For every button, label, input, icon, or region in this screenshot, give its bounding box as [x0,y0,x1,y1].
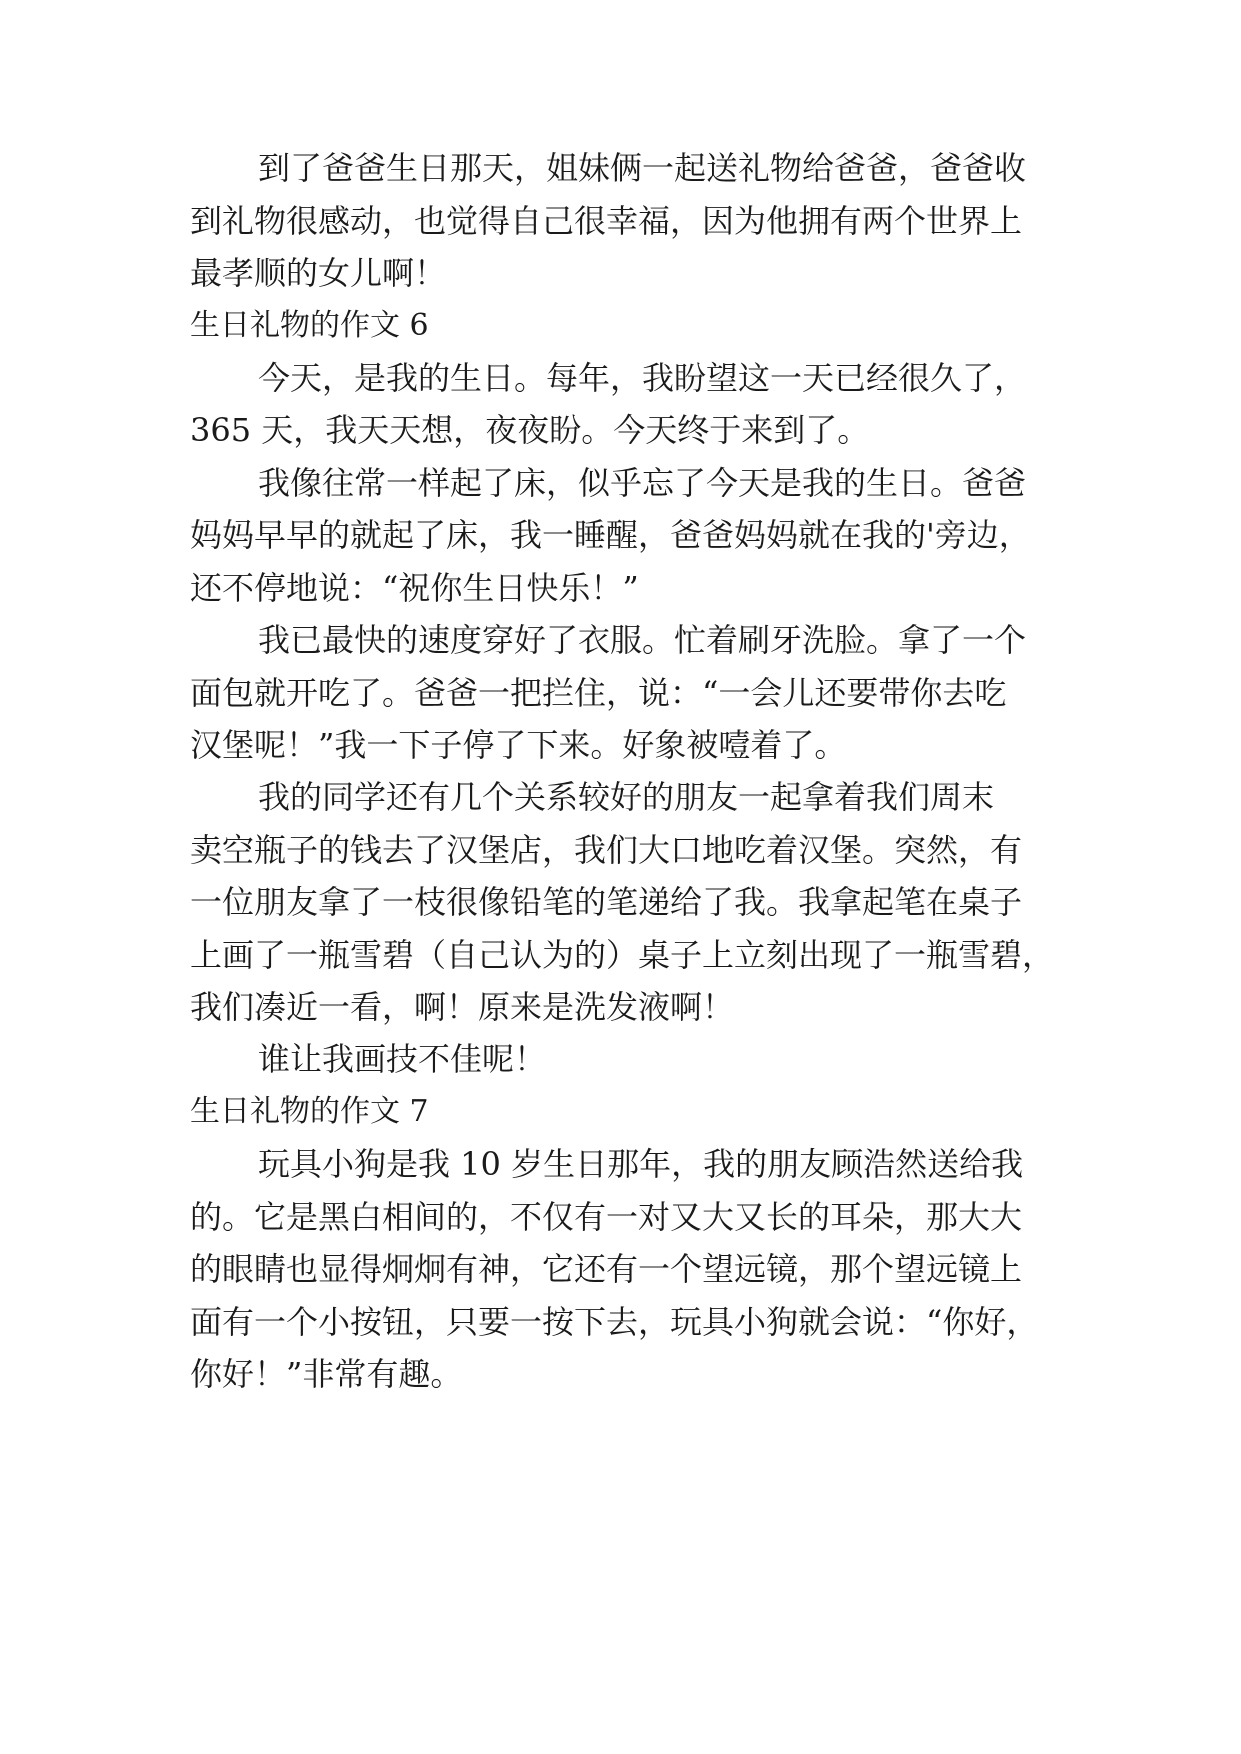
paragraph-line: 玩具小狗是我 10 岁生日那年，我的朋友顾浩然送给我 [258,1145,1024,1183]
paragraph-line: 汉堡呢！”我一下子停了下来。好象被噎着了。 [190,726,847,764]
section-heading: 生日礼物的作文 6 [190,308,429,343]
paragraph-line: 面包就开吃了。爸爸一把拦住，说：“一会儿还要带你去吃 [190,674,1007,712]
paragraph-line: 上画了一瓶雪碧（自己认为的）桌子上立刻出现了一瓶雪碧， [190,936,1055,974]
paragraph-line: 面有一个小按钮，只要一按下去，玩具小狗就会说：“你好， [190,1303,1039,1341]
paragraph-line: 你好！”非常有趣。 [190,1355,463,1393]
paragraph-line: 我们凑近一看，啊！原来是洗发液啊！ [190,988,735,1026]
paragraph-line: 妈妈早早的就起了床，我一睡醒，爸爸妈妈就在我的'旁边， [190,516,1031,554]
paragraph-line: 一位朋友拿了一枝很像铅笔的笔递给了我。我拿起笔在桌子 [190,883,1023,921]
paragraph-line: 我像往常一样起了床，似乎忘了今天是我的生日。爸爸 [258,464,1027,502]
paragraph-line: 谁让我画技不佳呢！ [258,1040,547,1078]
paragraph-line: 到礼物很感动，也觉得自己很幸福，因为他拥有两个世界上 [190,202,1023,240]
paragraph-line: 还不停地说：“祝你生日快乐！” [190,569,639,607]
paragraph-line: 到了爸爸生日那天，姐妹俩一起送礼物给爸爸，爸爸收 [258,149,1027,187]
paragraph-line: 我已最快的速度穿好了衣服。忙着刷牙洗脸。拿了一个 [258,621,1027,659]
paragraph-line: 卖空瓶子的钱去了汉堡店，我们大口地吃着汉堡。突然，有 [190,831,1023,869]
paragraph-line: 365 天，我天天想，夜夜盼。今天终于来到了。 [190,411,870,449]
section-heading: 生日礼物的作文 7 [190,1094,429,1129]
paragraph-line: 的。它是黑白相间的，不仅有一对又大又长的耳朵，那大大 [190,1198,1023,1236]
paragraph-line: 我的同学还有几个关系较好的朋友一起拿着我们周末 [258,778,995,816]
paragraph-line: 今天，是我的生日。每年，我盼望这一天已经很久了， [258,359,1027,397]
paragraph-line: 的眼睛也显得炯炯有神，它还有一个望远镜，那个望远镜上 [190,1250,1023,1288]
paragraph-line: 最孝顺的女儿啊！ [190,254,447,292]
